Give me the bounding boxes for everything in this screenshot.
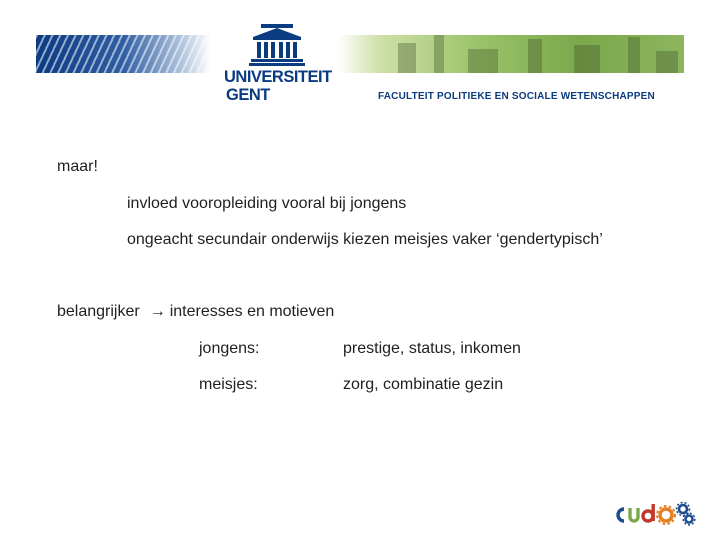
header-banner — [0, 0, 720, 115]
group-label-meisjes: meisjes: — [199, 376, 258, 393]
university-building-icon — [249, 24, 305, 66]
blue-banner-band — [36, 35, 211, 73]
cudos-logo-icon — [613, 500, 705, 526]
logo-wordmark-line1: UNIVERSITEIT — [224, 68, 332, 86]
ugent-logo — [224, 24, 330, 106]
main-point — [57, 303, 334, 321]
motives-meisjes: zorg, combinatie gezin — [343, 376, 504, 393]
sub-point-2: ongeacht secundair onderwijs kiezen meisjes vaker ‘gendertypisch’ — [127, 231, 603, 248]
sub-point-1: invloed vooropleiding vooral bij jongens — [127, 195, 407, 212]
right-arrow-icon: → — [149, 303, 166, 320]
group-label-jongens: jongens: — [199, 340, 260, 357]
logo-wordmark-line2: GENT — [226, 86, 270, 104]
motives-jongens: prestige, status, inkomen — [343, 340, 521, 357]
main-point-label: belangrijker — [57, 303, 140, 320]
green-photo-banner-band — [338, 35, 684, 73]
intro-text: maar! — [57, 158, 98, 175]
faculty-name: FACULTEIT POLITIEKE EN SOCIALE WETENSCHAPPEN — [378, 91, 655, 102]
main-point-text: interesses en motieven — [169, 303, 335, 320]
cudos-logo — [613, 500, 705, 526]
